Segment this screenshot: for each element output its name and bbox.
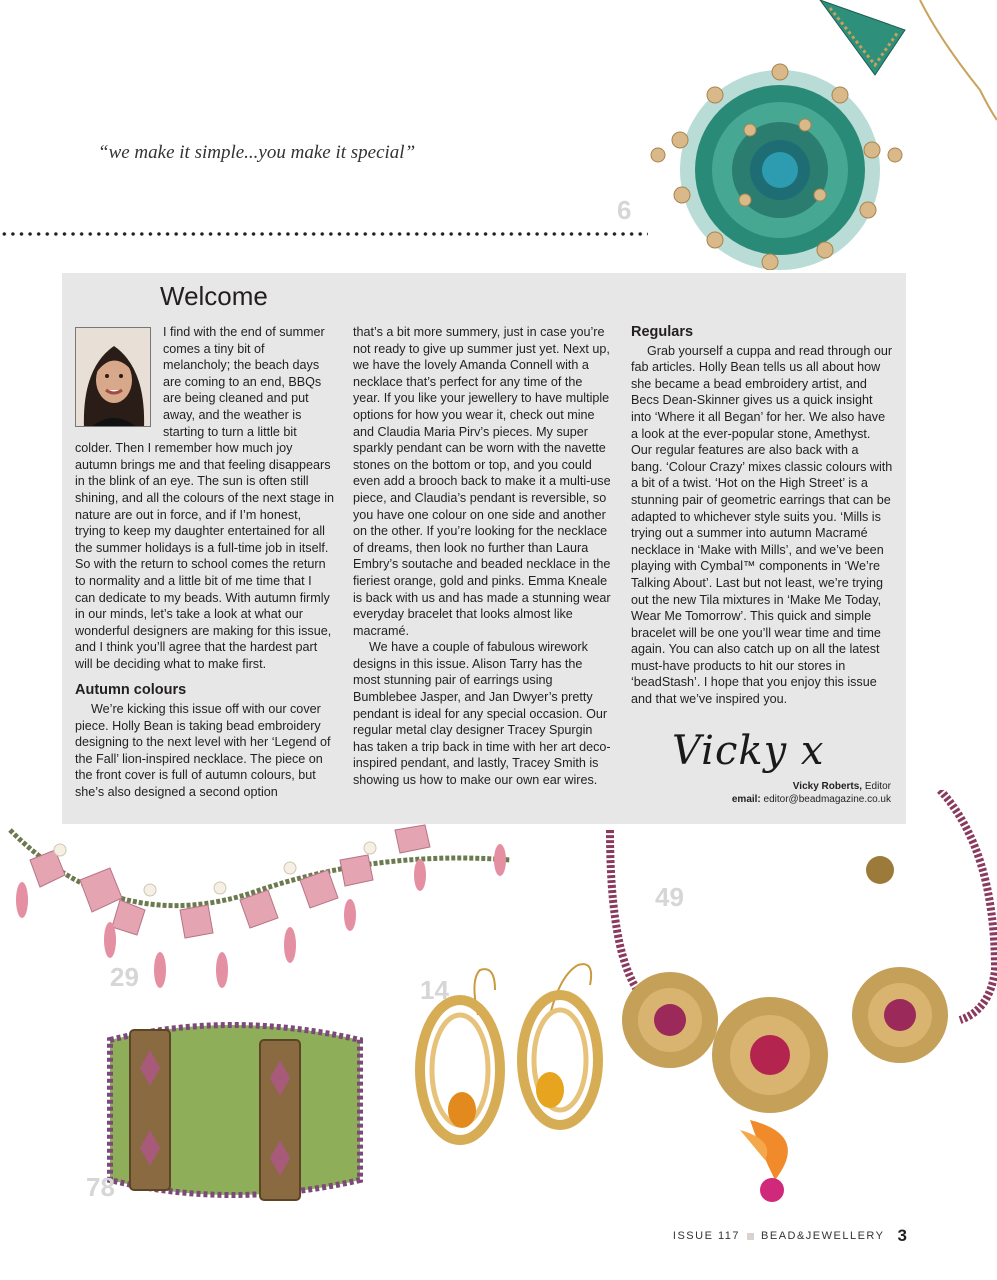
soutache-necklace-image [600, 790, 997, 1210]
email-label: email: [731, 794, 761, 805]
welcome-title: Welcome [160, 281, 268, 311]
column-3 [631, 324, 893, 708]
issue-number: ISSUE 117 [672, 1230, 741, 1242]
page-ref-78[interactable]: 78 [86, 1172, 115, 1202]
designers-paragraph: that’s a bit more summery, just in case you’re not ready to give up summer just yet. Next up, we have the lovely Amanda Connell with a necklace that’s perfect for any time of the year. If you like your jewellery to have multiple options for how you wear it, check out mine and Claudia Maria Pirv’s pieces. My super sparkly pendant can be worn with the navette stones on the bottom or top, and you could even add a brooch back to make it a multi-use piece, and Claudia’s pendant is reversible, so you have one colour on one side and another on the other. If you’re looking for the necklace of dreams, then look no further than Laura Embry’s soutache and beaded necklace in the fieriest orange, gold and pinks. Emma Kneale is back with us and has made a stunning wear everyday bracelet that looks almost like macramé. [353, 325, 611, 638]
footer-separator [747, 1233, 754, 1240]
column-2 [353, 324, 613, 789]
page-ref-6[interactable]: 6 [617, 195, 632, 225]
editor-signature: Vicky x [672, 728, 825, 774]
editor-portrait [75, 327, 151, 427]
column-1 [75, 324, 335, 801]
page-ref-14[interactable]: 14 [420, 975, 449, 1005]
page-ref-29[interactable]: 29 [110, 962, 139, 992]
intro-paragraph: I find with the end of summer comes a tiny bit of melancholy; the beach days are coming to an end, BBQs are being cleaned and put away, and the weather is starting to turn a little bit colder. Then I remember how much joy autumn brings me and that feeling disappears in the blink of an eye. The sun is often still shining, and all the colours of the next stage in nature are out in force, and if I’m honest, trying to keep my daughter entertained for all the summer holidays is a full-time job in itself. So with the return to school comes the return to normality and a little bit of me time that I can dedicate to my beads. With autumn firmly in our minds, let’s take a look at what our wonderful designers are making for this issue, and I think you’ll agree that the hardest part will be deciding what to make first. [75, 325, 335, 671]
page-number: 3 [897, 1226, 907, 1245]
dotted-divider [0, 231, 648, 237]
tagline: “we make it simple...you make it special” [98, 142, 416, 163]
wirework-paragraph: We have a couple of fabulous wirework designs in this issue. Alison Tarry has the most stunning pair of earrings using Bumblebee Jasper, and Jan Dwyer’s pretty pendant is ideal for any special occasion. Our regular metal clay designer Tracey Spurgin has taken a trip back in time with her art deco-inspired pendant, and lastly, Tracey Smith is showing us how to make our own ear wires. [353, 640, 611, 788]
autumn-colours-paragraph: We’re kicking this issue off with our cover piece. Holly Bean is taking bead embroidery designing to the next level with her ‘Legend of the Fall’ lion-inspired necklace. The piece on the front cover is full of autumn colours, but she’s also designed a second option [75, 702, 331, 800]
editor-name: Vicky Roberts, [792, 781, 863, 792]
autumn-colours-heading: Autumn colours [75, 682, 187, 699]
page-footer [673, 1226, 907, 1246]
beaded-pendant-image [620, 0, 997, 270]
regulars-paragraph: Grab yourself a cuppa and read through our fab articles. Holly Bean tells us all about how she became a bead embroidery artist, and Becs Dean-Skinner gives us a quick insight into ‘Where it all Began’ for her. We also have a look at the ever-popular stone, Amethyst. Our regular features are also back with a bang. ‘Colour Crazy’ mixes classic colours with a bit of a twist. ‘Hot on the High Street’ is a stunning pair of geometric earrings that can be adapted to whichever style suits you. ‘Mills is trying out a summer into autumn Macramé necklace in ‘Make with Mills’, and we’ve been playing with Cymbal™ components in ‘We’re Talking About’. Last but not least, we’re trying out the new Tila mixtures in ‘Make Me Today, Wear Me Tomorrow’. This quick and simple bracelet will be one you’ll wear time and time again. You can also catch up on all the latest must-have products to hit our stores in ‘beadStash’. I hope that you enjoy this issue and that we’ve inspired you. [631, 343, 893, 707]
page-ref-49[interactable]: 49 [655, 882, 684, 912]
editor-email[interactable]: editor@beadmagazine.co.uk [763, 794, 891, 805]
macrame-bracelet-image [90, 1010, 380, 1210]
regulars-heading: Regulars [631, 324, 694, 340]
magazine-name: BEAD&JEWELLERY [761, 1230, 885, 1242]
editor-role: Editor [864, 781, 891, 792]
